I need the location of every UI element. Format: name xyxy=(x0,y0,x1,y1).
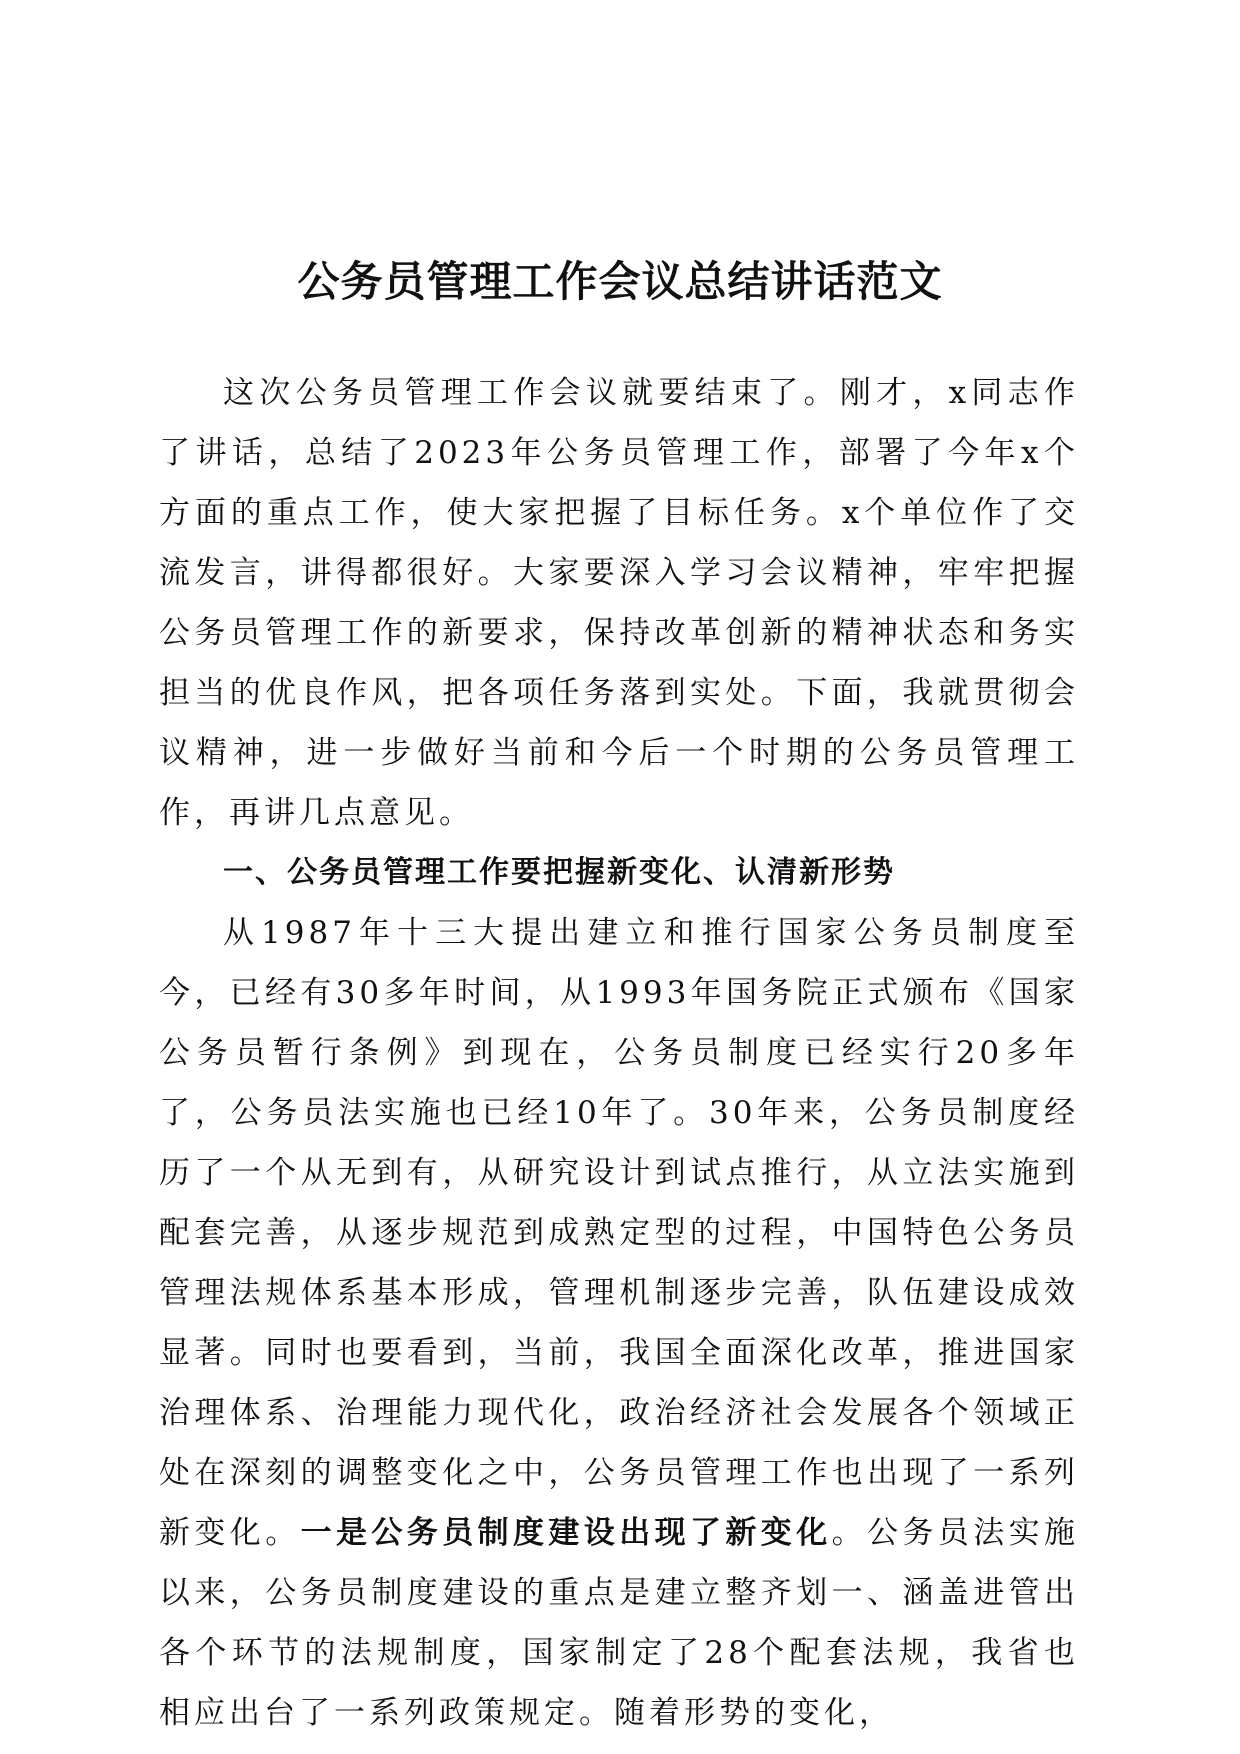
section-paragraph-text: 从1987年十三大提出建立和推行国家公务员制度至今，已经有30多年时间，从1993年国务院正式颁布《国家公务员暂行条例》到现在，公务员制度已经实行20多年了，公务员法实施也已经10年了。30年来，公务员制度经历了一个从无到有，从研究设计到试点推行，从立法实施到配套完善，从逐步规范到成熟定型的过程，中国特色公务员管理法规体系基本形成，管理机制逐步完善，队伍建设成效显著。同时也要看到，当前，我国全面深化改革，推进国家治理体系、治理能力现代化，政治经济社会发展各个领域正处在深刻的调整变化之中，公务员管理工作也出现了一系列新变化。 xyxy=(159,915,1079,1551)
key-point-bold: 一是公务员制度建设出现了新变化 xyxy=(300,1515,832,1551)
section-heading: 一、公务员管理工作要把握新变化、认清新形势 xyxy=(223,855,895,890)
section-paragraph xyxy=(159,903,1079,1743)
section-paragraph-continuation: 。公务员法实施以来，公务员制度建设的重点是建立整齐划一、涵盖进管出各个环节的法规制度，国家制定了28个配套法规，我省也相应出台了一系列政策规定。随着形势的变化， xyxy=(159,1515,1080,1731)
document-body xyxy=(159,363,1079,1743)
document-title: 公务员管理工作会议总结讲话范文 xyxy=(297,257,943,306)
intro-paragraph: 这次公务员管理工作会议就要结束了。刚才，x同志作了讲话，总结了2023年公务员管理工作，部署了今年x个方面的重点工作，使大家把握了目标任务。x个单位作了交流发言，讲得都很好。大家要深入学习会议精神，牢牢把握公务员管理工作的新要求，保持改革创新的精神状态和务实担当的优良作风，把各项任务落到实处。下面，我就贯彻会议精神，进一步做好当前和今后一个时期的公务员管理工作，再讲几点意见。 xyxy=(159,375,1079,831)
